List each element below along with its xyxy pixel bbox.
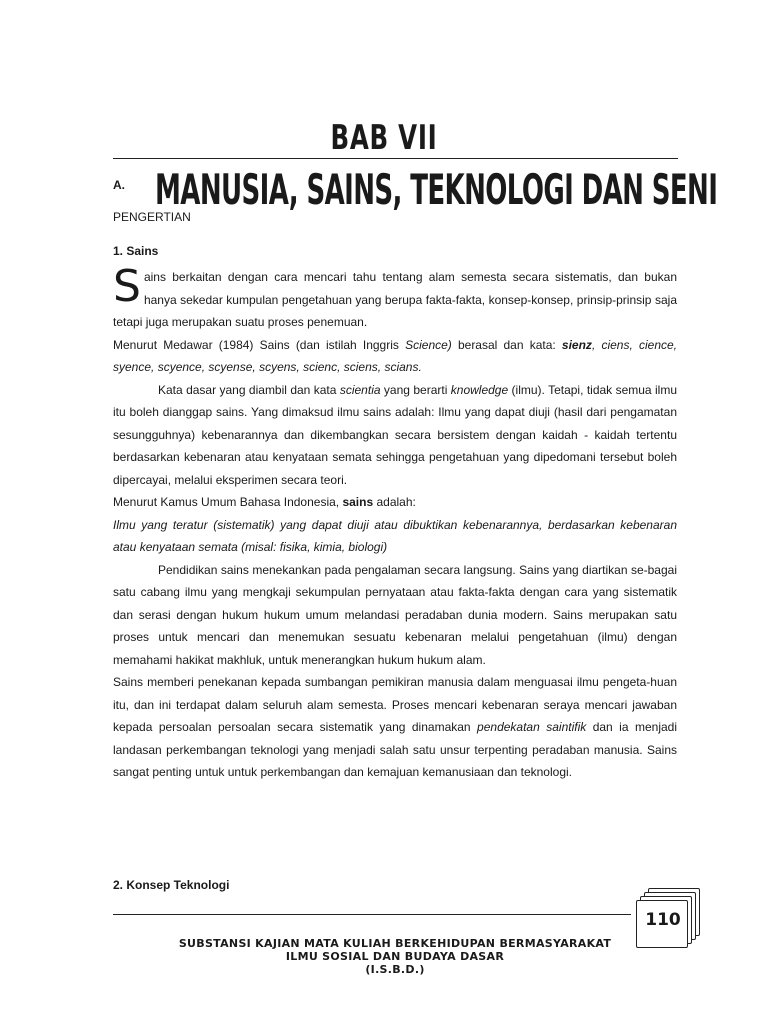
text-run-italic: Ilmu yang teratur (sistematik) yang dapat diuji atau dibuktikan kebenarannya, berdasarkan kebenaran atau kenyataan semata (misal: fisika, kimia, biologi) <box>113 517 677 554</box>
paragraph-definition <box>113 514 677 559</box>
heading-sains: 1. Sains <box>113 244 159 258</box>
text-run: Menurut Kamus Umum Bahasa Indonesia, <box>113 495 343 509</box>
paragraph-medawar <box>113 334 677 379</box>
footer-line-1: SUBSTANSI KAJIAN MATA KULIAH BERKEHIDUPAN BERMASYARAKAT <box>178 937 612 950</box>
text-run: berasal dan kata: <box>451 337 562 352</box>
text-run-italic: , ciens, cience, syence, scyence, scyense, scyens, scienc, sciens, scians. <box>113 337 678 374</box>
page-footer <box>113 937 677 976</box>
heading-teknologi: 2. Konsep Teknologi <box>113 878 230 892</box>
text-run: Menurut Medawar (1984) Sains (dan istilah Inggris <box>113 337 406 352</box>
text-run: (ilmu). Tetapi, tidak semua ilmu itu boleh dianggap sains. Yang dimaksud ilmu sains adalah: Ilmu yang dapat diuji (hasil dari pengamatan sesungguhnya) kebenarannya dan dikembangkan secara bersistem dengan kaidah - kaidah tertentu berdasarkan kebenaran atau kenyataan semata sehingga pengetahuan yang dipedomani tersebut boleh dipercayai, melalui eksperimen secara teori. <box>113 382 677 487</box>
text-run-bold-italic: sienz <box>561 337 592 352</box>
paragraph-intro-text: ains berkaitan dengan cara mencari tahu tentang alam semesta secara sistematis, dan bukan hanya sekedar kumpulan pengetahuan yang berupa fakta-fakta, konsep-konsep, prinsip-prinsip saja tetapi juga merupakan suatu proses penemuan. <box>113 270 677 329</box>
text-run-italic: knowledge <box>450 382 509 397</box>
text-run: dan ia menjadi landasan perkembangan teknologi yang menjadi salah satu unsur terpenting peradaban manusia. Sains sangat penting untuk untuk perkembangan dan kemajuan kemanusiaan dan teknologi. <box>113 720 677 779</box>
text-run: adalah: <box>373 495 416 509</box>
chapter-title: MANUSIA, SAINS, TEKNOLOGI DAN SENI <box>155 165 718 214</box>
paragraph-penekanan <box>113 671 677 784</box>
page-number: 110 <box>645 910 681 930</box>
footer-line-3: (I.S.B.D.) <box>365 963 425 976</box>
text-run-italic: scientia <box>339 382 381 397</box>
body-text <box>113 261 678 784</box>
paragraph-intro <box>113 261 677 334</box>
text-run-bold: sains <box>342 495 374 509</box>
text-run-italic: Science) <box>405 337 452 352</box>
text-run-italic: pendekatan saintifik <box>477 720 587 734</box>
text-run: Sains memberi penekanan kepada sumbangan pemikiran manusia dalam menguasai ilmu pengeta-huan itu, dan ini terdapat dalam seluruh alam semesta. Proses mencari kebenaran seraya mencari jawaban kepada persoalan persoalan secara sistematik yang dinamakan <box>113 675 677 734</box>
section-subtitle: PENGERTIAN <box>113 210 191 224</box>
chapter-label: BAB VII <box>330 118 438 158</box>
section-letter: A. <box>113 178 125 192</box>
footer-line-2: ILMU SOSIAL DAN BUDAYA DASAR <box>285 950 505 963</box>
top-divider <box>113 158 678 159</box>
paragraph-pendidikan: Pendidikan sains menekankan pada pengalaman secara langsung. Sains yang diartikan se-bagai satu cabang ilmu yang mengkaji sekumpulan pernyataan atau fakta-fakta dengan cara yang sistematik dan serasi dengan hukum hukum umum melandasi peradaban dunia modern. Sains merupakan satu proses untuk mencari dan menemukan sesuatu kebenaran melalui pengetahuan (ilmu) dengan memahami hakikat makhluk, untuk menerangkan hukum hukum alam. <box>113 562 677 667</box>
text-run: yang berarti <box>380 382 451 397</box>
text-run: Kata dasar yang diambil dan kata <box>158 382 340 397</box>
bottom-divider <box>113 914 631 915</box>
drop-cap: S <box>113 261 141 312</box>
paragraph-kamus <box>113 491 677 514</box>
paragraph-scientia <box>113 379 677 492</box>
